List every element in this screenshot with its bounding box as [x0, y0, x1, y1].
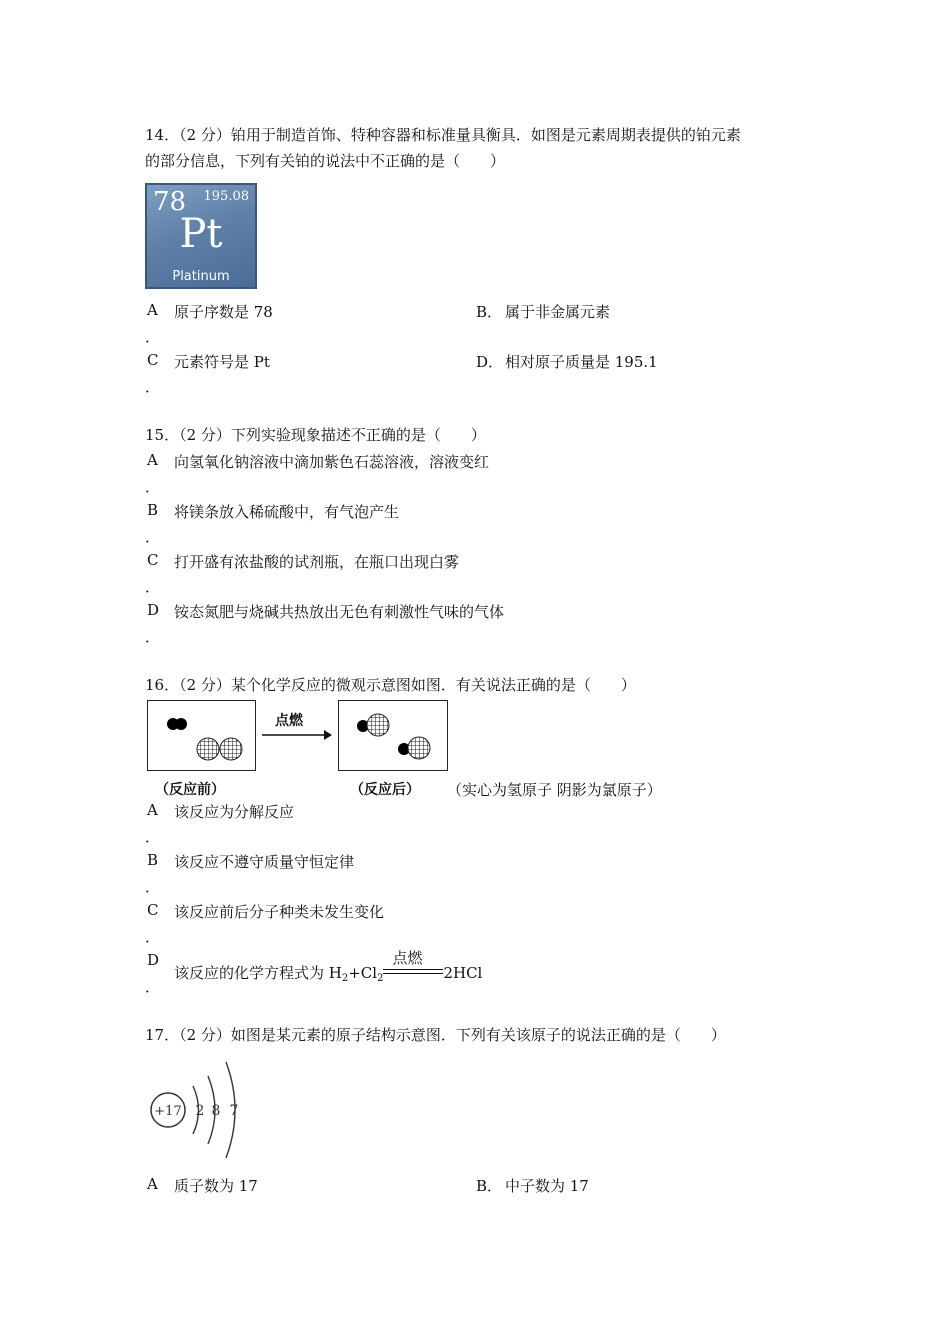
q14-option-c-letter: C [147, 351, 159, 369]
q17-option-a: 质子数为 17 [174, 1177, 258, 1195]
q14-option-a: 原子序数是 78 [174, 303, 273, 321]
atomic-number: 78 [153, 187, 187, 217]
q14-option-d-letter: D． [476, 353, 504, 371]
equation-prefix: 该反应的化学方程式为 H [174, 964, 342, 982]
q16-option-c-letter: C [147, 901, 159, 919]
q16-option-d-dot: ． [145, 978, 161, 996]
q16-option-a-letter: A [147, 801, 158, 819]
q16-option-d-equation [174, 949, 483, 984]
q15-option-c-dot: ． [145, 578, 161, 596]
element-name: Platinum [172, 269, 230, 284]
shell-1-electrons: 2 [195, 1103, 205, 1119]
before-label: （反应前） [155, 782, 225, 798]
atomic-mass: 195.08 [203, 189, 249, 204]
q14-stem-line2: 的部分信息，下列有关铂的说法中不正确的是（ ） [145, 152, 506, 170]
q15-option-a-dot: ． [145, 478, 161, 496]
atom-legend-note: （实心为氢原子 阴影为氯原子） [447, 781, 662, 799]
h2-subscript: 2 [341, 973, 349, 984]
q16-option-c-dot: ． [145, 928, 161, 946]
q16-stem: 16．（2 分）某个化学反应的微观示意图如图．有关说法正确的是（ ） [145, 676, 636, 694]
q16-option-b-letter: B [147, 851, 159, 869]
q14-option-b-letter: B． [476, 303, 503, 321]
q15-stem: 15．（2 分）下列实验现象描述不正确的是（ ） [145, 426, 486, 444]
q16-option-b-dot: ． [145, 878, 161, 896]
q17-option-b: 中子数为 17 [505, 1177, 589, 1195]
q15-option-b-dot: ． [145, 528, 161, 546]
equation-plus-cl: +Cl [348, 964, 378, 982]
q17-option-b-letter: B． [476, 1177, 503, 1195]
shell-2-electrons: 8 [211, 1103, 221, 1119]
q14-option-d: 相对原子质量是 195.1 [505, 353, 658, 371]
cl2-subscript: 2 [377, 973, 384, 984]
q16-option-a-dot: ． [145, 828, 161, 846]
q15-option-d: 铵态氮肥与烧碱共热放出无色有刺激性气味的气体 [174, 603, 505, 621]
q17-stem: 17．（2 分）如图是某元素的原子结构示意图．下列有关该原子的说法正确的是（ ） [145, 1026, 726, 1044]
q15-option-d-dot: ． [145, 628, 161, 646]
q15-option-c: 打开盛有浓盐酸的试剂瓶，在瓶口出现白雾 [174, 553, 460, 571]
q15-option-c-letter: C [147, 551, 159, 569]
q15-option-b: 将镁条放入稀硫酸中，有气泡产生 [174, 503, 400, 521]
q16-option-d-letter: D [147, 951, 160, 969]
equation-equals-sign [383, 949, 443, 979]
reaction-arrow-icon [262, 728, 332, 742]
q15-option-a: 向氢氧化钠溶液中滴加紫色石蕊溶液，溶液变红 [174, 453, 490, 471]
equation-condition: 点燃 [392, 949, 423, 967]
after-molecules [339, 701, 447, 770]
q14-option-c-dot: ． [145, 378, 161, 396]
q14-option-b: 属于非金属元素 [505, 303, 611, 321]
q14-option-a-dot: ． [145, 328, 161, 346]
platinum-element-tile [145, 183, 257, 289]
reaction-before-box [147, 700, 256, 771]
element-symbol: Pt [179, 211, 223, 257]
after-label: （反应后） [350, 782, 420, 798]
q15-option-b-letter: B [147, 501, 159, 519]
shell-3-electrons: 7 [229, 1103, 239, 1119]
reaction-after-box [338, 700, 448, 771]
q17-option-a-letter: A [147, 1175, 158, 1193]
q16-option-c: 该反应前后分子种类未发生变化 [174, 903, 385, 921]
q14-option-a-letter: A [147, 301, 158, 319]
before-molecules [148, 701, 255, 770]
q14-option-c: 元素符号是 Pt [174, 353, 270, 371]
q14-stem-line1: 14．（2 分）铂用于制造首饰、特种容器和标准量具衡具．如图是元素周期表提供的铂元素 [145, 126, 741, 144]
nucleus-charge: +17 [154, 1104, 182, 1119]
q15-option-a-letter: A [147, 451, 158, 469]
equation-product: 2HCl [443, 964, 483, 982]
q16-option-a: 该反应为分解反应 [174, 803, 295, 821]
atom-structure-diagram [148, 1058, 248, 1162]
reaction-condition: 点燃 [275, 713, 303, 729]
q16-option-b: 该反应不遵守质量守恒定律 [174, 853, 355, 871]
q15-option-d-letter: D [147, 601, 160, 619]
